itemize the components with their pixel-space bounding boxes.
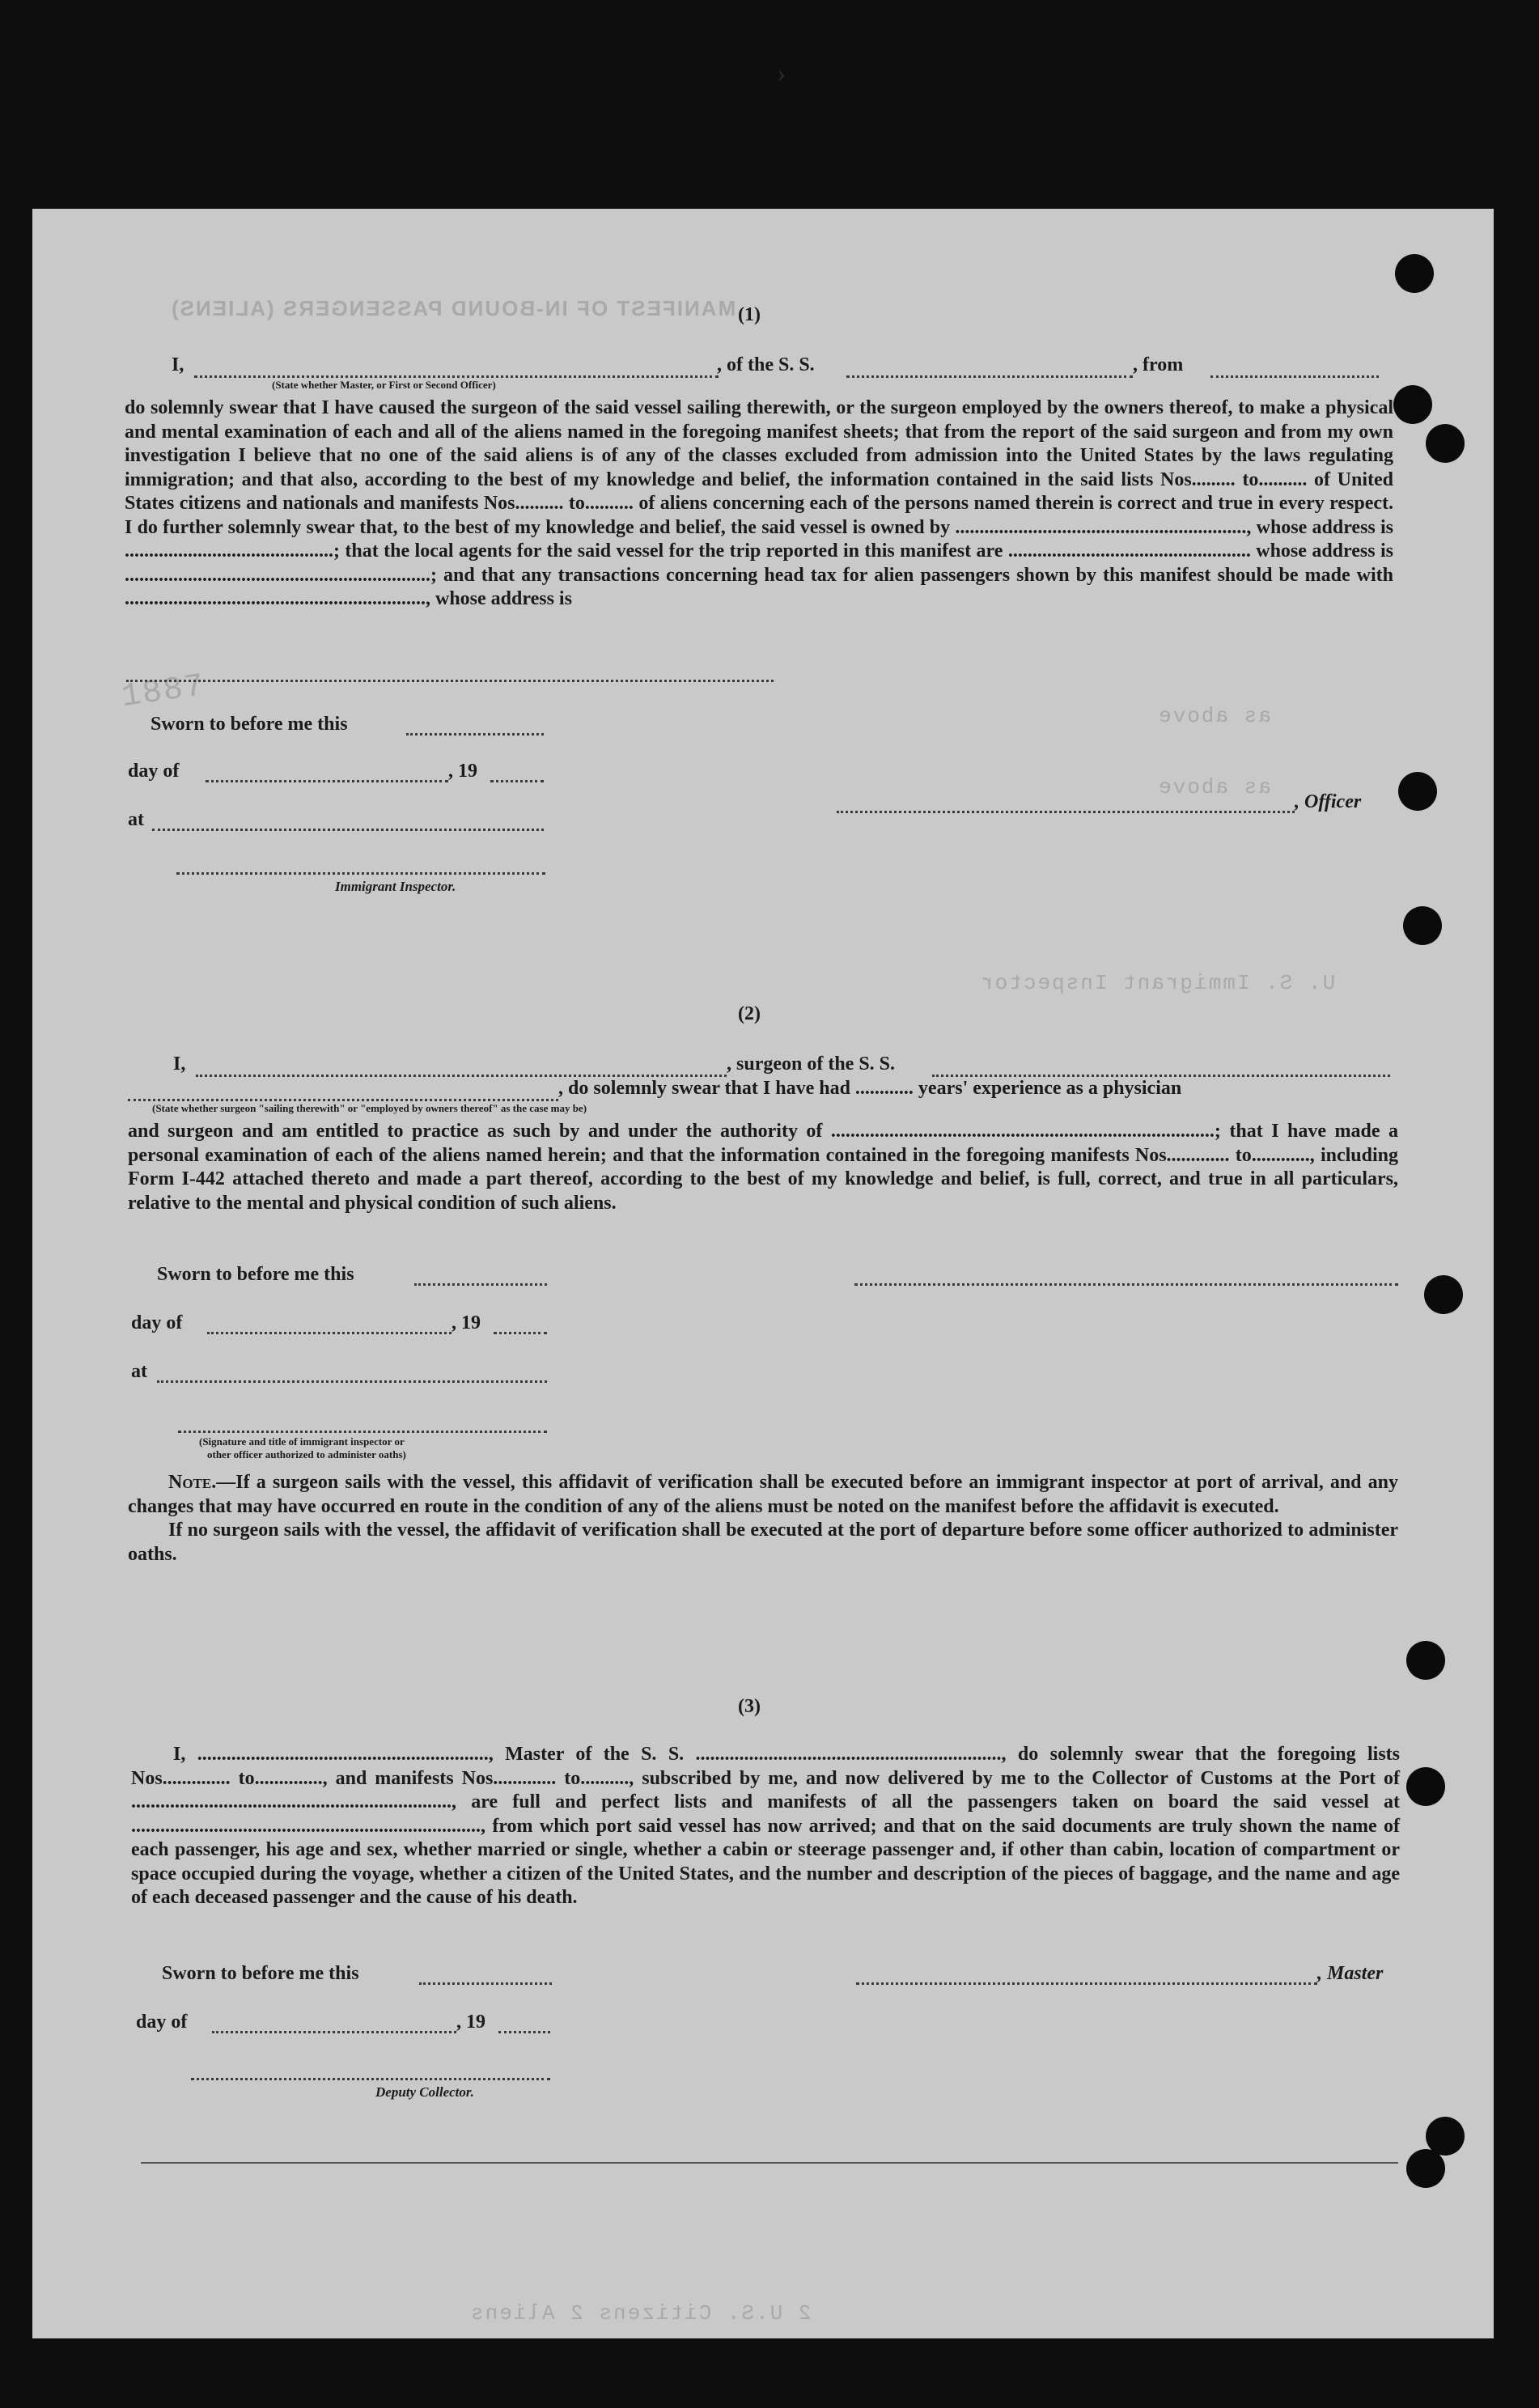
section-2-body: and surgeon and am entitled to practice as such by and under the authority of ...............................................................................; that I have made a personal examination of each of the aliens named herein; and that the information contained in the foregoing manifests Nos............. to............, including Form I-442 attached thereto and made a part thereof, according to the best of my knowledge and belief, is full, correct, and true in all particulars, relative to the mental and physical condition of such aliens.: [128, 1121, 1398, 1214]
note-paragraph-2: If no surgeon sails with the vessel, the affidavit of verification shall be executed at the port of departure before some officer authorized to administer oaths.: [128, 1520, 1398, 1565]
punch-hole: [1395, 254, 1434, 293]
section-3-body: I, ............................................................, Master of the S. S. ..............................................................., do solemnly swear that the foregoing lists Nos.............. to.............., and manifests Nos............. to.........., subscribed by me, and now delivered by me to the Collector of Customs at the Port of .................................................................., are full and perfect lists and manifests of all the passengers taken on board the said vessel at ........................................................................, from which port said vessel has now arrived; and that on the said documents are truly shown the name of each passenger, his age and sex, whether married or single, whether a cabin or steerage passenger and, if other than cabin, location of compartment or space occupied during the voyage, whether a citizen of the United States, and the number and description of the pieces of baggage, and the name and age of each deceased passenger and the cause of his death.: [131, 1744, 1400, 1908]
section-3-master-label: , Master: [1317, 1963, 1384, 1984]
section-1-master-note: (State whether Master, or First or Second Officer): [272, 379, 496, 391]
section-2-sworn-date-field[interactable]: [414, 1283, 547, 1286]
deputy-collector-signature[interactable]: [191, 2078, 550, 2080]
bleed-through-typed-2: as above: [1157, 704, 1271, 728]
section-2-surgeon-label: , surgeon of the S. S.: [727, 1054, 896, 1075]
section-1-inspector-label: Immigrant Inspector.: [335, 879, 456, 894]
punch-hole: [1406, 1767, 1445, 1806]
section-3-year: , 19: [456, 2012, 485, 2033]
section-3-year-field[interactable]: [498, 2031, 550, 2033]
section-1-sworn: Sworn to before me this: [151, 714, 348, 735]
note-paragraph-1: —If a surgeon sails with the vessel, this affidavit of verification shall be executed before an immigrant inspector at port of arrival, and any changes that may have occurred en route in the condition of any of the aliens must be noted on the manifest before the affidavit is executed.: [128, 1472, 1398, 1517]
section-1-year: , 19: [448, 761, 477, 782]
vessel-name-field[interactable]: [846, 375, 1133, 378]
section-1-at-field[interactable]: [152, 829, 544, 831]
section-2-i: I,: [173, 1054, 186, 1075]
manifest-sheet: [32, 209, 1494, 2338]
bleed-through-title: MANIFEST OF IN-BOUND PASSENGERS (ALIENS): [170, 296, 736, 320]
section-2-number: (2): [738, 1003, 761, 1024]
section-1-ss-label: , of the S. S.: [717, 354, 815, 375]
bleed-through-typed-3: as above: [1157, 775, 1271, 799]
bleed-through-margin-number: 1887: [119, 668, 208, 717]
section-2-at: at: [131, 1361, 147, 1382]
departure-port-field[interactable]: [1210, 375, 1379, 378]
punch-hole: [1403, 906, 1442, 945]
section-1-i: I,: [172, 354, 184, 375]
section-2-signature-note-1: (Signature and title of immigrant inspector or: [199, 1435, 405, 1448]
section-3-sworn-date-field[interactable]: [419, 1982, 552, 1985]
section-2-inspector-signature[interactable]: [178, 1431, 547, 1433]
scan-mark: ›: [777, 58, 786, 88]
section-1-year-field[interactable]: [490, 780, 544, 782]
punch-hole: [1406, 2149, 1445, 2188]
bottom-rule: [141, 2162, 1398, 2164]
section-1-day-of: day of: [128, 761, 180, 782]
section-1-number: (1): [738, 304, 761, 325]
surgeon-capacity-field[interactable]: [128, 1099, 558, 1101]
section-2-capacity-note: (State whether surgeon "sailing therewith" or "employed by owners thereof" as the case may be): [152, 1102, 587, 1114]
punch-hole: [1426, 424, 1465, 463]
punch-hole: [1406, 1641, 1445, 1680]
section-2-year: , 19: [452, 1312, 481, 1333]
section-1-from-label: , from: [1133, 354, 1184, 375]
section-2-signature-note-2: other officer authorized to administer oaths): [207, 1448, 406, 1460]
section-1-sworn-date-field[interactable]: [406, 733, 544, 736]
section-1-body: do solemnly swear that I have caused the surgeon of the said vessel sailing therewith, or the surgeon employed by the owners thereof, to make a physical and mental examination of each and all of the aliens named in the foregoing manifest sheets; that from the report of the said surgeon and from my own investigation I believe that no one of the said aliens is of any of the classes excluded from admission into the United States by the laws regulating immigration; and that also, according to the best of my knowledge and belief, the information contained in the said lists Nos......... to.......... of United States citizens and nationals and manifests Nos.......... to.......... of aliens concerning each of the persons named therein is correct and true in every respect. I do further solemnly swear that, to the best of my knowledge and belief, the said vessel is owned by ............................................................, whose address is ...........................................; that the local agents for the said vessel for the trip reported in this manifest are .................................................. whose address is ...............................................................; and that any transactions concerning head tax for alien passengers shown by this manifest should be made with .............................................................., whose address is: [125, 397, 1393, 609]
officer-signature-field[interactable]: [837, 811, 1295, 813]
section-3-deputy-label: Deputy Collector.: [375, 2084, 474, 2100]
bleed-through-typed-1: U. S. Immigrant Inspector: [979, 971, 1336, 995]
note-label: Note.: [168, 1472, 217, 1493]
section-3-sworn: Sworn to before me this: [162, 1963, 359, 1984]
section-2-line2: , do solemnly swear that I have had ............ years' experience as a physician: [558, 1078, 1182, 1099]
bleed-through-typed-4: 2 U.S. Citizens 2 Aliens: [469, 2301, 812, 2325]
section-2-sworn: Sworn to before me this: [157, 1264, 354, 1285]
section-1-officer-label: , Officer: [1295, 791, 1362, 812]
section-2-year-field[interactable]: [494, 1332, 547, 1334]
section-2-day-of: day of: [131, 1312, 183, 1333]
punch-hole: [1398, 772, 1437, 811]
section-2-day-field[interactable]: [207, 1332, 452, 1334]
section-3-day-field[interactable]: [212, 2031, 456, 2033]
section-2-note-block: [128, 1471, 1398, 1566]
section-1-at: at: [128, 809, 144, 830]
punch-hole: [1424, 1275, 1463, 1314]
punch-hole: [1393, 385, 1432, 424]
section-3-day-of: day of: [136, 2012, 188, 2033]
section-2-surgeon-signature[interactable]: [854, 1283, 1398, 1286]
master-name-field[interactable]: [194, 375, 719, 378]
section-3-number: (3): [738, 1696, 761, 1717]
section-1-inspector-signature[interactable]: [176, 872, 545, 875]
section-2-at-field[interactable]: [157, 1380, 547, 1383]
section-1-day-field[interactable]: [206, 780, 448, 782]
section-1-address-line[interactable]: [126, 680, 774, 682]
master-signature-field[interactable]: [856, 1982, 1317, 1985]
